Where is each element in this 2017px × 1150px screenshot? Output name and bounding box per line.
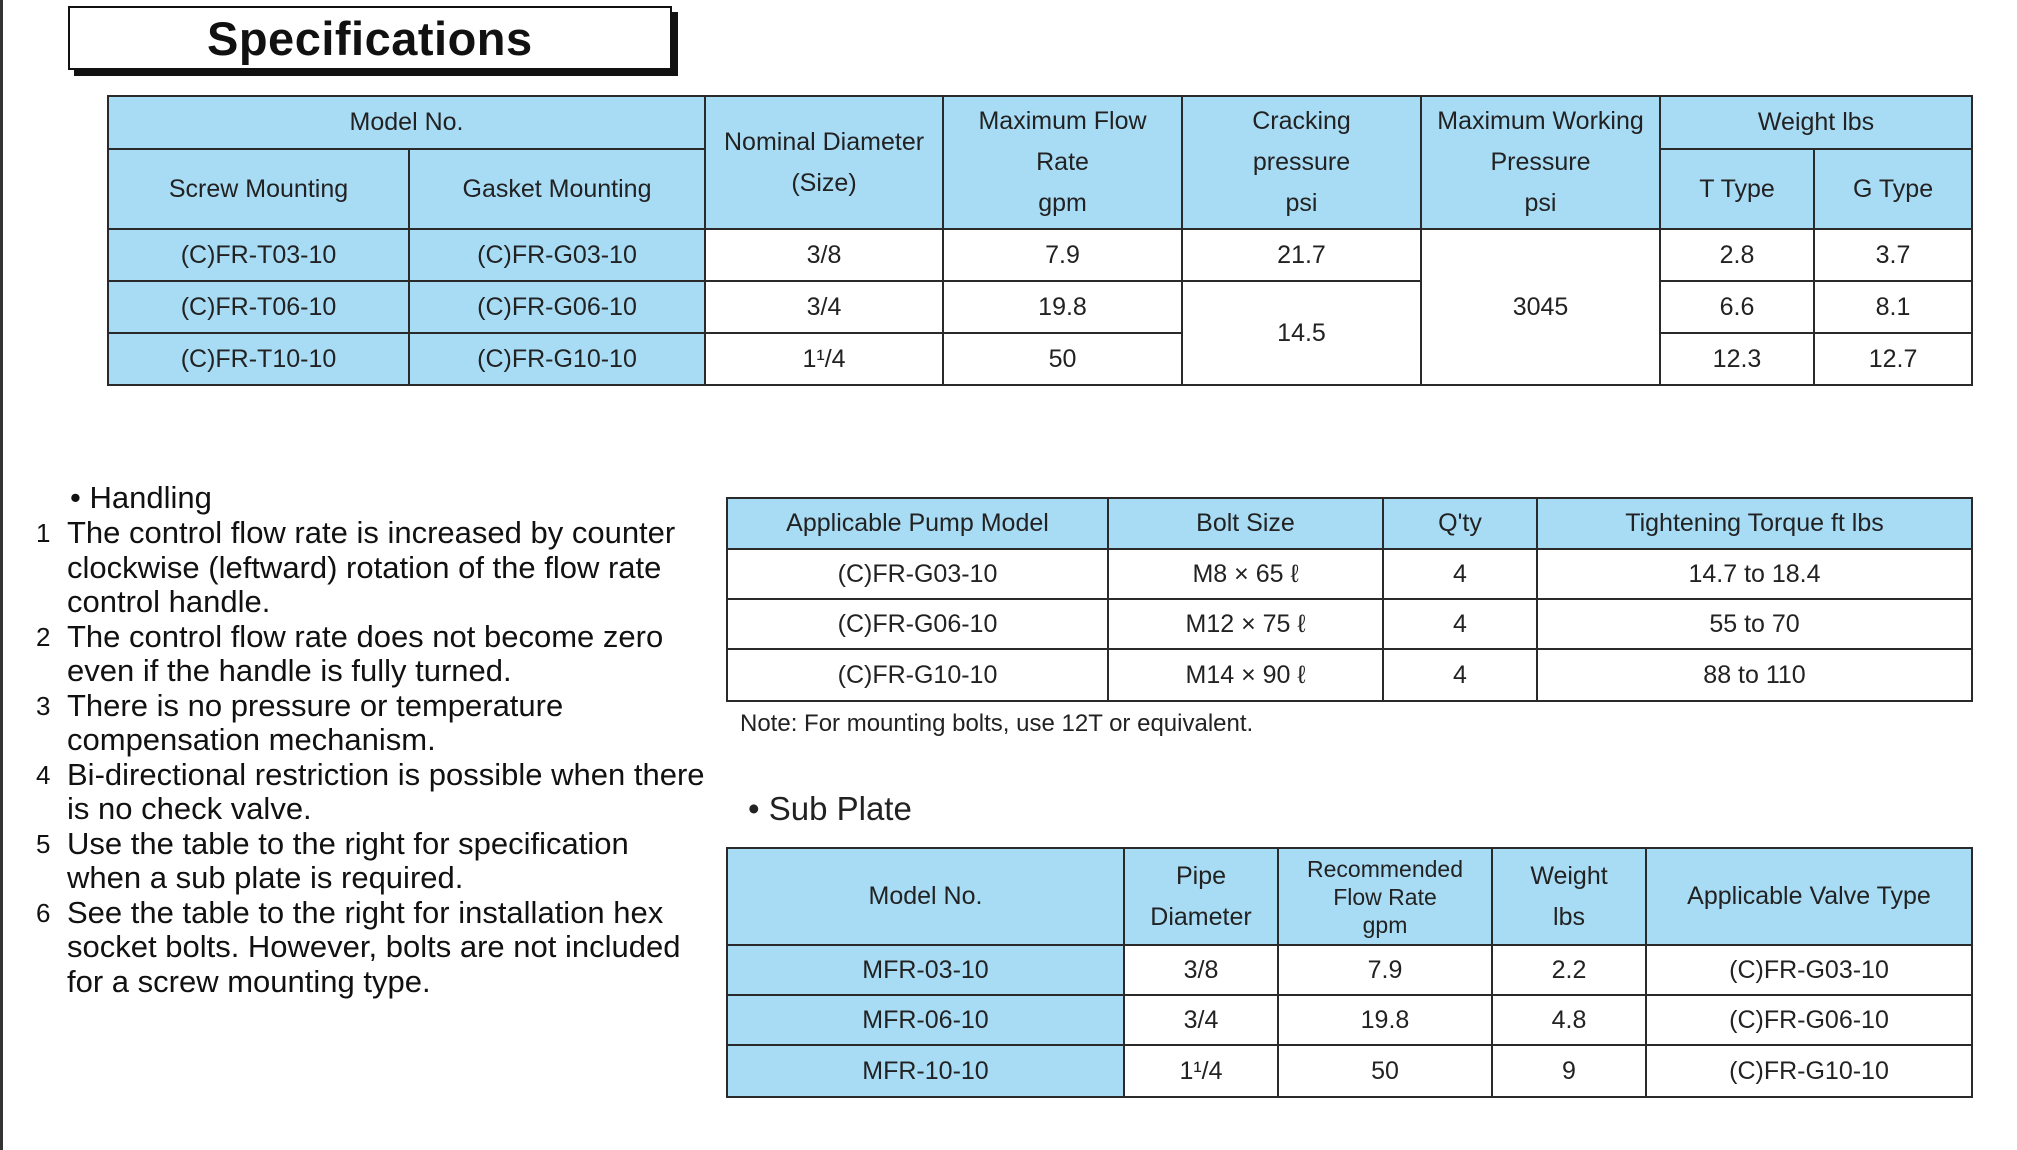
list-item-number: 2 <box>36 621 51 652</box>
pump-model-cell: (C)FR-G06-10 <box>727 599 1108 649</box>
screw-model-cell: (C)FR-T06-10 <box>108 281 409 333</box>
list-item <box>30 758 710 827</box>
table-row <box>727 1045 1972 1097</box>
bolt-size-cell: M12 × 75 ℓ <box>1108 599 1383 649</box>
t-weight-cell: 6.6 <box>1660 281 1814 333</box>
list-item-text: There is no pressure or temperature compensation mechanism. <box>67 687 564 757</box>
screw-model-cell: (C)FR-T03-10 <box>108 229 409 281</box>
gasket-model-cell: (C)FR-G03-10 <box>409 229 705 281</box>
list-item-number: 3 <box>36 690 51 721</box>
table-row <box>727 549 1972 599</box>
g-weight-cell: 12.7 <box>1814 333 1972 385</box>
list-item-text: Bi-directional restriction is possible when there is no check valve. <box>67 756 705 826</box>
header-qty: Q'ty <box>1383 498 1537 549</box>
pump-model-cell: (C)FR-G10-10 <box>727 649 1108 701</box>
list-item-text: Use the table to the right for specification when a sub plate is required. <box>67 825 629 895</box>
table-row <box>727 649 1972 701</box>
bolt-table <box>726 497 1973 702</box>
size-cell: 3/8 <box>705 229 943 281</box>
header-weight: Weight lbs <box>1492 848 1646 945</box>
weight-cell: 2.2 <box>1492 945 1646 995</box>
header-maximum-working-pressure: Maximum Working Pressure psi <box>1421 96 1660 229</box>
table-row <box>727 945 1972 995</box>
handling-list <box>30 516 710 999</box>
list-item <box>30 689 710 758</box>
header-screw-mounting: Screw Mounting <box>108 149 409 229</box>
bolt-size-cell: M14 × 90 ℓ <box>1108 649 1383 701</box>
header-bolt-size: Bolt Size <box>1108 498 1383 549</box>
header-nominal-diameter: Nominal Diameter (Size) <box>705 96 943 229</box>
screw-model-cell: (C)FR-T10-10 <box>108 333 409 385</box>
header-applicable-valve-type: Applicable Valve Type <box>1646 848 1972 945</box>
flow-cell: 7.9 <box>1278 945 1492 995</box>
header-weight: Weight lbs <box>1660 96 1972 149</box>
header-model-no: Model No. <box>727 848 1124 945</box>
list-item <box>30 827 710 896</box>
qty-cell: 4 <box>1383 599 1537 649</box>
bolt-size-cell: M8 × 65 ℓ <box>1108 549 1383 599</box>
header-cracking-pressure: Cracking pressure psi <box>1182 96 1421 229</box>
header-applicable-pump-model: Applicable Pump Model <box>727 498 1108 549</box>
weight-cell: 9 <box>1492 1045 1646 1097</box>
header-tightening-torque: Tightening Torque ft lbs <box>1537 498 1972 549</box>
t-weight-cell: 12.3 <box>1660 333 1814 385</box>
weight-cell: 4.8 <box>1492 995 1646 1045</box>
list-item <box>30 896 710 1000</box>
list-item-number: 1 <box>36 518 51 548</box>
specifications-table <box>107 95 1973 386</box>
list-item-number: 6 <box>36 897 51 928</box>
sub-plate-heading: • Sub Plate <box>748 790 912 827</box>
flow-cell: 19.8 <box>1278 995 1492 1045</box>
valve-type-cell: (C)FR-G06-10 <box>1646 995 1972 1045</box>
pipe-cell: 3/8 <box>1124 945 1278 995</box>
list-item-text: The control flow rate is increased by counter clockwise (leftward) rotation of the flow rate control handle. <box>67 515 676 619</box>
handling-heading: • Handling <box>70 480 212 515</box>
size-cell: 3/4 <box>705 281 943 333</box>
torque-cell: 55 to 70 <box>1537 599 1972 649</box>
sub-plate-model-cell: MFR-06-10 <box>727 995 1124 1045</box>
torque-cell: 88 to 110 <box>1537 649 1972 701</box>
list-item <box>30 516 710 620</box>
header-recommended-flow-rate: Recommended Flow Rate gpm <box>1278 848 1492 945</box>
pump-model-cell: (C)FR-G03-10 <box>727 549 1108 599</box>
sub-plate-table <box>726 847 1973 1098</box>
bolt-note: Note: For mounting bolts, use 12T or equivalent. <box>740 710 1254 737</box>
gasket-model-cell: (C)FR-G10-10 <box>409 333 705 385</box>
flow-cell: 50 <box>1278 1045 1492 1097</box>
header-model-no: Model No. <box>108 96 705 149</box>
header-pipe-diameter: Pipe Diameter <box>1124 848 1278 945</box>
max-pressure-cell: 3045 <box>1421 229 1660 385</box>
list-item-number: 5 <box>36 828 51 859</box>
table-row <box>727 599 1972 649</box>
g-weight-cell: 8.1 <box>1814 281 1972 333</box>
cracking-cell: 14.5 <box>1182 281 1421 385</box>
pipe-cell: 3/4 <box>1124 995 1278 1045</box>
flow-cell: 50 <box>943 333 1182 385</box>
table-row <box>108 333 1972 385</box>
valve-type-cell: (C)FR-G03-10 <box>1646 945 1972 995</box>
table-row <box>727 995 1972 1045</box>
header-maximum-flow-rate: Maximum Flow Rate gpm <box>943 96 1182 229</box>
sub-plate-model-cell: MFR-10-10 <box>727 1045 1124 1097</box>
table-row <box>108 229 1972 281</box>
torque-cell: 14.7 to 18.4 <box>1537 549 1972 599</box>
list-item <box>30 620 710 689</box>
table-row <box>108 281 1972 333</box>
cracking-cell: 21.7 <box>1182 229 1421 281</box>
list-item-text: The control flow rate does not become zero even if the handle is fully turned. <box>67 618 664 688</box>
pipe-cell: 1¹/4 <box>1124 1045 1278 1097</box>
header-gasket-mounting: Gasket Mounting <box>409 149 705 229</box>
flow-cell: 7.9 <box>943 229 1182 281</box>
valve-type-cell: (C)FR-G10-10 <box>1646 1045 1972 1097</box>
header-g-type: G Type <box>1814 149 1972 229</box>
page-left-rule <box>0 0 3 1150</box>
header-t-type: T Type <box>1660 149 1814 229</box>
list-item-number: 4 <box>36 759 51 790</box>
sub-plate-model-cell: MFR-03-10 <box>727 945 1124 995</box>
g-weight-cell: 3.7 <box>1814 229 1972 281</box>
page-title: Specifications <box>207 11 533 65</box>
gasket-model-cell: (C)FR-G06-10 <box>409 281 705 333</box>
list-item-text: See the table to the right for installation hex socket bolts. However, bolts are not included for a screw mounting type. <box>67 894 681 999</box>
t-weight-cell: 2.8 <box>1660 229 1814 281</box>
qty-cell: 4 <box>1383 649 1537 701</box>
size-cell: 1¹/4 <box>705 333 943 385</box>
title-box <box>68 6 672 70</box>
qty-cell: 4 <box>1383 549 1537 599</box>
flow-cell: 19.8 <box>943 281 1182 333</box>
